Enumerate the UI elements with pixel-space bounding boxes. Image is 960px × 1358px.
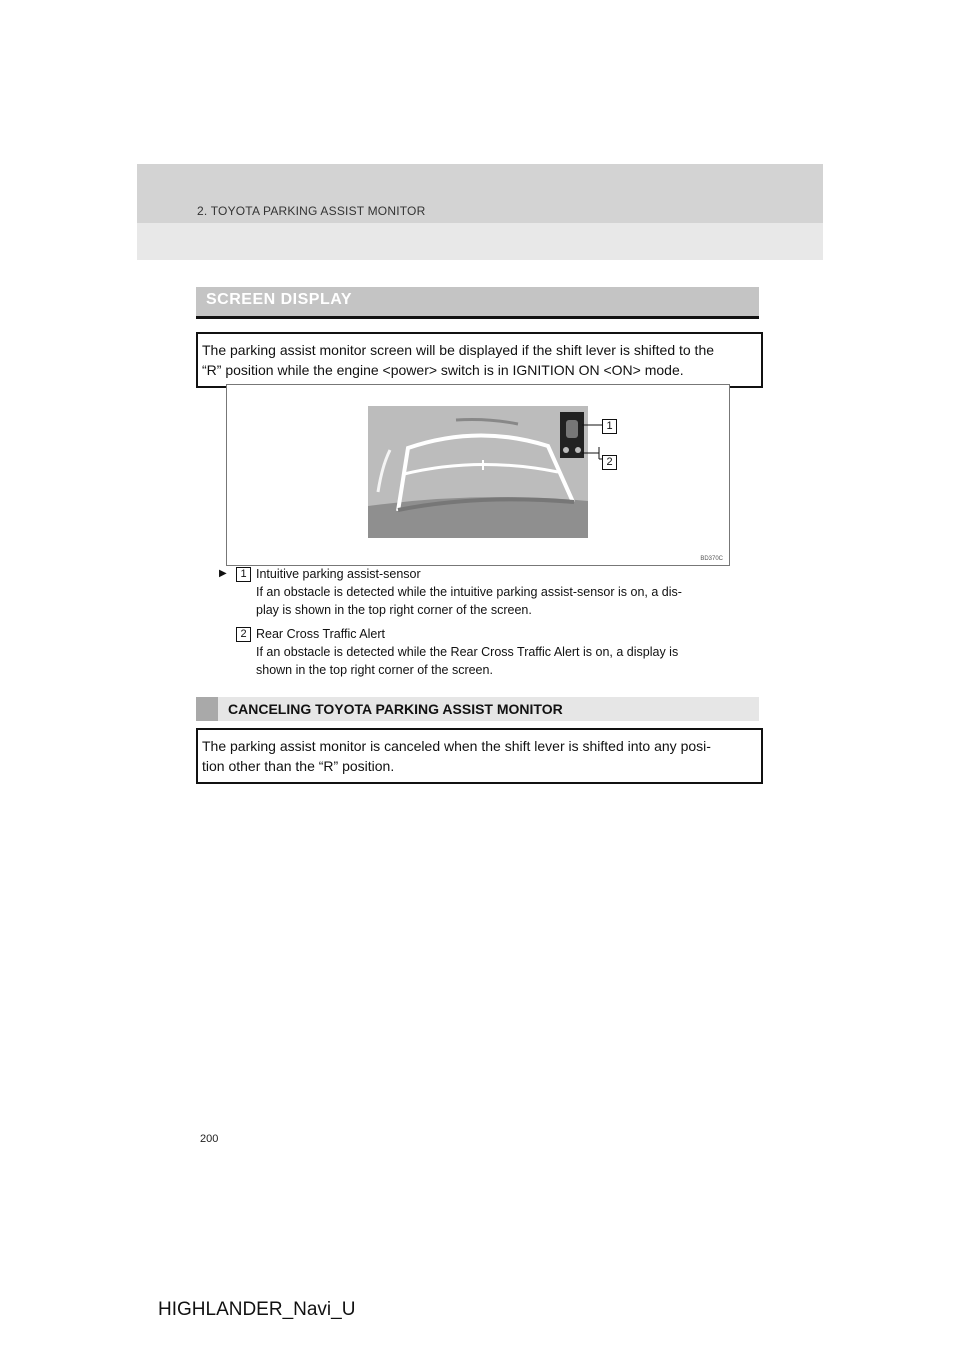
item-number-badge: 1 [236,567,251,582]
page-header [137,164,823,260]
callout-2: 2 [602,455,617,470]
item-description-line-1: If an obstacle is detected while the intuitive parking assist-sensor is on, a dis- [256,585,682,599]
section-heading-screen-display [196,287,759,319]
callout-1: 1 [602,419,617,434]
item-description-line-1: If an obstacle is detected while the Rear Cross Traffic Alert is on, a display is [256,645,679,659]
item-description-line-2: shown in the top right corner of the screen. [256,663,493,677]
list-item [219,565,682,619]
subsection-heading-canceling [196,697,759,721]
chapter-title: 2. TOYOTA PARKING ASSIST MONITOR [197,204,426,218]
item-description-line-2: play is shown in the top right corner of the screen. [256,603,532,617]
subsection-heading-text: CANCELING TOYOTA PARKING ASSIST MONITOR [228,701,563,717]
figure-code: BD370C [700,556,723,562]
canceling-description-box [196,728,763,784]
item-title: Intuitive parking assist-sensor [256,567,421,581]
callout-leader-lines [227,385,729,565]
page-number: 200 [200,1133,219,1145]
canceling-line-1: The parking assist monitor is canceled when the shift lever is shifted into any posi- [202,738,711,754]
parking-monitor-figure [226,384,730,566]
intro-line-1: The parking assist monitor screen will be displayed if the shift lever is shifted to the [202,342,715,358]
subsection-marker [196,697,218,721]
canceling-line-2: tion other than the “R” position. [202,758,395,774]
screen-display-intro-box [196,332,763,388]
intro-line-2: “R” position while the engine <power> switch is in IGNITION ON <ON> mode. [202,362,684,378]
section-heading-text: SCREEN DISPLAY [206,291,352,308]
item-title: Rear Cross Traffic Alert [256,627,385,641]
document-id: HIGHLANDER_Navi_U [158,1299,356,1320]
list-item [219,625,678,679]
item-number-badge: 2 [236,627,251,642]
arrow-right-icon: ▶ [219,568,227,579]
